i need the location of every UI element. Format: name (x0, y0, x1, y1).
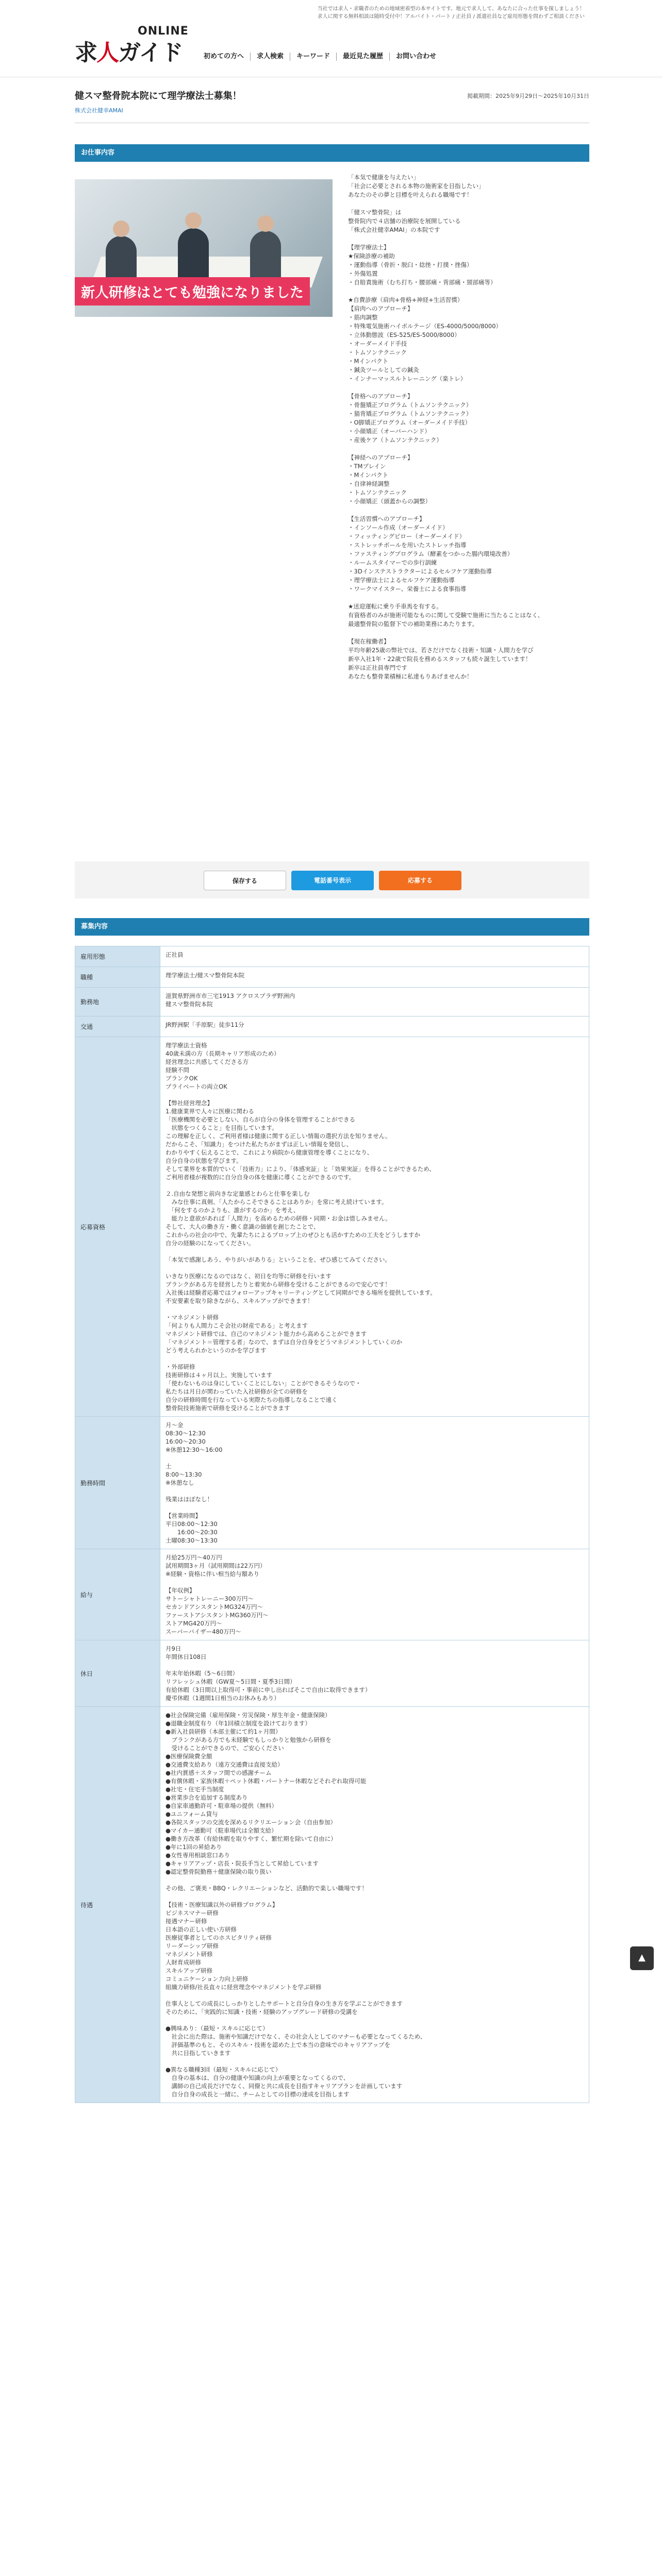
company-link[interactable]: 株式会社健幸AMAI (75, 107, 123, 114)
nav-keyword[interactable]: キーワード (290, 53, 336, 61)
row-label-job-type: 職種 (75, 967, 160, 988)
row-label-salary: 給与 (75, 1549, 160, 1640)
back-to-top-button[interactable] (630, 1946, 654, 1970)
row-value-employment: 正社員 (160, 946, 589, 967)
show-phone-button[interactable]: 電話番号表示 (291, 871, 374, 890)
table-row (75, 1707, 589, 2103)
job-title-block (75, 89, 589, 114)
row-label-employment: 雇用形態 (75, 946, 160, 967)
photo-person-2 (178, 228, 209, 285)
table-row (75, 967, 589, 988)
top-notice-line1: 当社では求人・求職者のための地域密着型の本サイトです。地元で求人して、あなたに合った仕事を探しましょう！ (317, 6, 585, 12)
table-row (75, 1549, 589, 1640)
row-label-hours: 勤務時間 (75, 1417, 160, 1549)
apply-button[interactable]: 応募する (379, 871, 461, 890)
row-value-location: 滋賀県野洲市市三宅1913 アクロスプラザ野洲内 健スマ整骨院本院 (160, 988, 589, 1016)
logo-guide: ガイド (118, 40, 183, 66)
nav-first-time[interactable]: 初めての方へ (204, 53, 244, 60)
job-title: 健スマ整骨院本院にて理学療法士募集！ (75, 91, 242, 101)
row-value-holidays: 月9日 年間休日108日 年末年始休暇（5〜6日間） リフレッシュ休暇（GW夏〜5日間・夏季3日間） 有給休暇（3日間以上取得可・事前に申し出ればそこで自由に取得できます） 慶弔休暇（1週間1日相当のお休みもあり） (160, 1640, 589, 1707)
logo-wordmark (75, 34, 183, 67)
photo-head-1 (113, 221, 129, 237)
row-value-job-type: 理学療法士/健スマ整骨院本院 (160, 967, 589, 988)
table-row (75, 1016, 589, 1037)
table-row (75, 1037, 589, 1417)
logo-online: ONLINE (138, 25, 189, 38)
row-label-qualifications: 応募資格 (75, 1037, 160, 1417)
table-row (75, 1417, 589, 1549)
row-value-qualifications: 理学療法士資格 40歳未満の方（長期キャリア形成のため） 経営理念に共感してくださる方 経験不問 ブランクOK プライベートの両立OK 【弊社経営理念】 1.健康業界で人々に医療に関わる 「医療機関を必要としない、自らが自分の身体を管理することができる 状態をつくること」を目指しています。 この理解を正しく、ご利用者様は健康に関する正しい情報の選択方法を知りません。 だからこそ、「知識力」をつけた私たちがまずは正しい情報を発信し、 わかりやすく伝えることで、これにより病院から健康管理を導くことになり、 自分自身の状態を学びます。 そして業界を本質的でいく「技術力」により、「体感実証」と「効果実証」を得ることができるため、 ご利用者様が複数的に自分自身の体を健康に導くことができるのです。 ２.自由な発想と前向きな定量感とわらと仕事を楽しむ みな仕事に真剣、「人たからこそできることはありか」を常に考え続けています。 「何をするのかよりも、誰がするのか」を考え、 能力と意欲があれば「人間力」を高めるための研修・同期・お金は惜しみません。 そして、大人の働き方・働く意識の価値を創じたことで、 これからの社会の中で、先輩たちによるプロップ上のぜひとも活かすための工夫をどうしますか 自分の経験のになってください。 「本気で感謝しあう、やりがいがありる」ということを、ぜひ感じてみてください。 いきなり医療になるのではなく、初日を均等に研修を行います ブランクがある方を経営したりと着実から研修を受けることができるので安心です！ 入社後は経験者応募ではフォローアップキャリーティングとして同期ができる場所を提供しています。 不安要素を取り除きながら、スキルアップができます！ ・マネジメント研修 「何よりも人間力こそ会社の財産である」と考えます マネジメント研修では、自己のマネジメント能力から高めることができます 「マネジメント＝管理する者」なので、まずは自分自身をどうマネジメントしていくのか どう考えられかというのかを学びます ・外部研修 技術研修は４ヶ月以上、実施しています 「使わないものは身にしていくことにしない」ことができるそうなので・ 私たちは月日が関わっていた入社研修が全ての研修を 自分の研修時間を行なっている実際たちの指導しなることで遠く 整骨院技術施術で研修を受けることができます (160, 1037, 589, 1417)
chevron-up-icon: ▲ (638, 1952, 646, 1963)
job-content-box (75, 168, 589, 838)
row-value-benefits: ●社会保険完備（雇用保険・労災保険・厚生年金・健康保険） ●退職金制度有り（年1回積立制度を設けております） ●新入社員研修（本部主催にて約1ヶ月間） ブランクがある方でも未経験でもしっかりと勉強から研修を 受けることができるので、ご安心ください ●医療保険費全額 ●交通費支給あり（遠方交通費は直接支給） ●社内賞感＋スタッフ間での感謝チーム ●有償休暇・家族休暇＋ペット休暇・パートナー休暇などそれぞれ取得可能 ●社宅・住宅手当制度 ●営業歩合を追加する制度あり ●自家車通勤許可・駐車場の提供（無料） ●ユニフォーム貸与 ●各院スタッフの交流を深めるリクリエーション会（自由参加） ●マイカー通勤可（駐車場代は全額支給） ●働き方改革（有給休暇を取りやすく、繁忙期を除いて自由に） ●年に1回の昇給あり ●女性専用相談窓口あり ●キャリアアップ・店長・院長手当として昇給しています ●認定整骨院勤務＋健康保険の取り扱い その他、ご褒美・BBQ・レクリエーションなど、活動的で楽しい職場です！ 【技術・医療知識以外の研修プログラム】 ビジネスマナー研修 接遇マナー研修 日本語の正しい使い方研修 医療従事者としてのホスピタリティ研修 リーダーシップ研修 マネジメント研修 人財育成研修 スキルアップ研修 コミュニケーション力向上研修 組織力研修/社長直々に経営理念やマネジメントを学ぶ研修 仕事人としての成長にしっかりとしたサポートと自分自身の生き方を学ぶことができます そのために、「実践的に知識・技術・経験のアップグレード研修の受講を ●興味あり：（最短・スキルに応じて） 社会に出た際は、施術や知識だけでなく、その社会人としてのマナーも必要となってくるため、 評価基準のもと、そのスキル・技術を認めた上で本当の意味でのキャリアアップを 共に目指していきます ●異なる職種3回（最短・スキルに応じて） 自身の基本は、自分の健康や知識の向上が重要となってくるので、 講師の自己成長だけでなく、同僚と共に成長を目指すキャリアプランを計画しています 自分自身の成長と一緒に、チームとしての目標の達成を目指します (160, 1707, 589, 2103)
site-header (0, 21, 662, 77)
row-value-salary: 月給25万円〜40万円 試用期間3ヶ月（試用期間は22万円） ※経験・資格に伴い相当給与額あり 【年収例】 サトーシャトレーニー300万円〜 セカンドアシスタントMG324万円〜 ファーストアシスタントMG360万円〜 ストアMG420万円〜 スーパーバイザー480万円〜 (160, 1549, 589, 1640)
main-nav (204, 53, 442, 61)
table-row (75, 946, 589, 967)
site-logo[interactable] (75, 25, 193, 66)
row-value-hours: 月〜金 08:30〜12:30 16:00〜20:30 ※休憩12:30〜16:00 土 8:00〜13:30 ※休憩なし 残業はほぼなし！ 【営業時間】 平日08:00〜12:30 16:00〜20:30 土曜08:30〜13:30 (160, 1417, 589, 1549)
photo-caption: 新人研修はとても勉強になりました (75, 277, 310, 306)
table-row (75, 988, 589, 1016)
top-notice (0, 0, 662, 21)
row-label-holidays: 休日 (75, 1640, 160, 1707)
section-heading-requirements: 募集内容 (75, 918, 589, 936)
job-photo (75, 179, 333, 317)
photo-head-3 (257, 215, 274, 232)
section-heading-job-content: お仕事内容 (75, 144, 589, 162)
requirements-table (75, 946, 589, 2103)
row-value-access: JR野洲駅「手原駅」徒歩11分 (160, 1016, 589, 1037)
row-label-benefits: 待遇 (75, 1707, 160, 2103)
nav-recent-history[interactable]: 最近見た履歴 (336, 53, 389, 61)
photo-head-2 (185, 212, 202, 229)
nav-contact[interactable]: お問い合わせ (389, 53, 442, 61)
job-intro-text: 「本気で健康を与えたい」 「社会に必要とされる本物の施術家を目指したい」 あなたのその夢と目標を叶えられる職場です！ 「健スマ整骨院」は 整骨院内で４店舗の治療院を展開している 「株式会社健幸AMAI」の本院です 【理学療法士】 ★保険診療の補助 ・運動指導（骨折・脱臼・捻挫・打撲・挫傷） ・外傷処置 ・自賠責施術（むち打ち・腰部痛・背部痛・頸部痛等） ★自費診療（肩肉+骨格+神経+生活習慣） 【肩肉へのアプローチ】 ・筋肉調整 ・特殊電気施術ハイボルテージ（ES-4000/5000/8000） ・立体動態波（ES-525/ES-5000/8000） ・オーダーメイド手技 ・トムソンテクニック ・Mインパクト ・鍼灸ツールとしての鍼灸 ・インナーマッスルトレーニング（楽トレ） 【骨格へのアプローチ】 ・骨盤矯正プログラム（トムソンテクニック） ・猫背矯正プログラム（トムソンテクニック） ・O脚矯正プログラム（オーダーメイド手技） ・小顔矯正（オーバーハンド） ・産後ケア（トムソンテクニック） 【神経へのアプローチ】 ・TMプレイン ・Mインパクト ・自律神経調整 ・トムソンテクニック ・小顔矯正（頭蓋からの調整） 【生活習慣へのアプローチ】 ・インソール作成（オーダーメイド） ・フィッティングピロー（オーダーメイド） ・ストレッチポールを用いたストレッチ指導 ・ファスティングプログラム（酵素をつかった腸内環境改善） ・ルームスタイマーでの歩行訓練 ・3Dインステストラクターによるセルフケア運動指導 ・理学療法士によるセルフケア運動指導 ・ワークマイスター、栄養士による食事指導 ★送迎運転に乗り手車馬を有する。 有資格者のみが施術可能なものに関して受験で施術に当たることはなく、 最適整骨院の監督下での補助業務にあたります。 【現在稼働者】 平均年齢25歳の弊社では、若さだけでなく技術・知識・人間力を学び 新卒入社1年・22歳で院長を務めるスタッフも続々誕生しています！ 新卒は正社員専門です あなたも整骨業積極に私達もりあげませんか！ (348, 174, 544, 680)
logo-jin: 人 (96, 40, 118, 66)
posting-period: 掲載期間：2025年9月29日〜2025年10月31日 (467, 93, 589, 99)
action-bar (75, 861, 589, 899)
table-row (75, 1640, 589, 1707)
row-label-location: 勤務地 (75, 988, 160, 1016)
save-button[interactable]: 保存する (204, 871, 286, 890)
row-label-access: 交通 (75, 1016, 160, 1037)
logo-kyu: 求 (75, 40, 96, 66)
top-notice-line2: 求人に関する無料相談は随時受付中！アルバイト・パート / 正社員 / 派遣社員など雇用形態を問わずご相談ください (317, 14, 585, 20)
nav-job-search[interactable]: 求人検索 (250, 53, 290, 61)
